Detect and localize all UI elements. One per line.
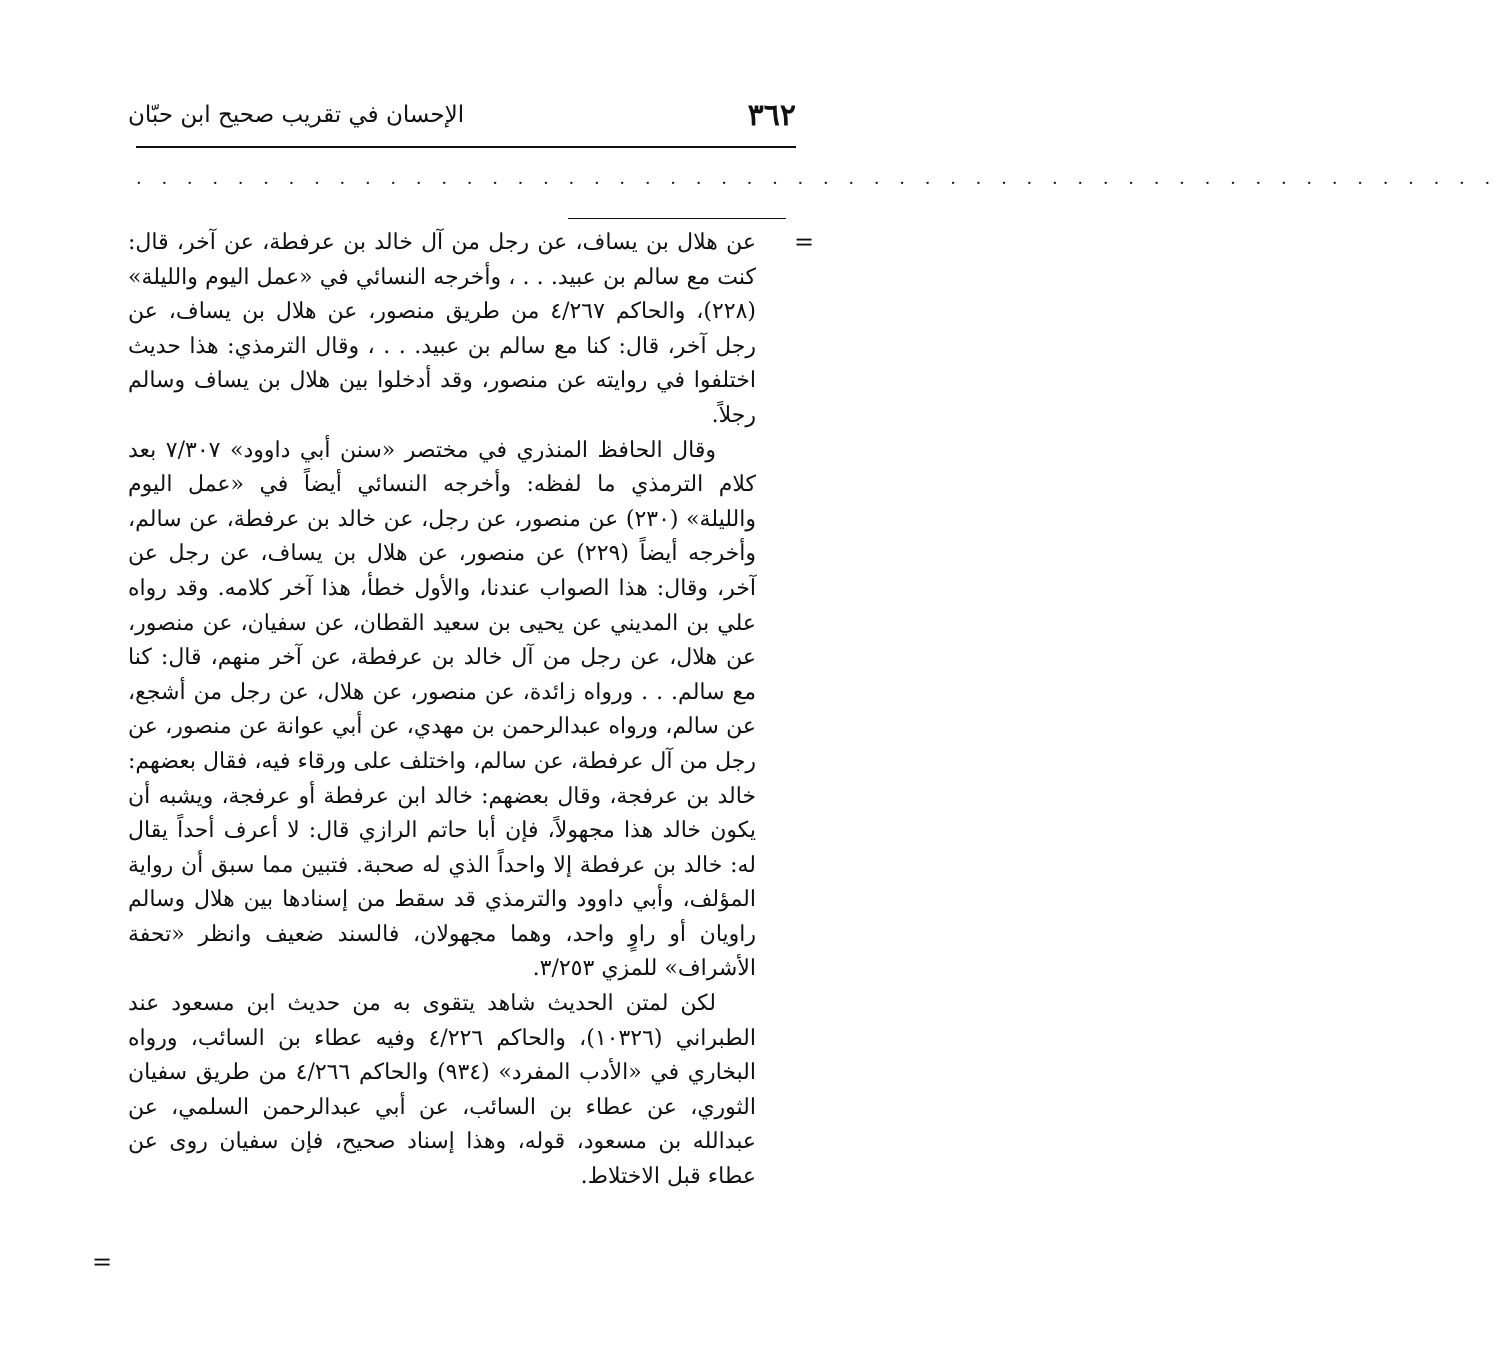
page-header (128, 96, 796, 140)
footnote-body (128, 226, 756, 1195)
page-number: ٣٦٢ (747, 98, 796, 133)
running-title: الإحسان في تقريب صحيح ابن حبّان (128, 102, 465, 128)
continuation-mark-bottom: = (92, 1248, 113, 1276)
footnote-rule (568, 218, 786, 219)
paragraph-1: عن هلال بن يساف، عن رجل من آل خالد بن عرفطة، عن آخر، قال: كنت مع سالم بن عبيد. . . ، وأخرجه النسائي في «عمل اليوم والليلة» (٢٢٨)، والحاكم ٤/٢٦٧ من طريق منصور، عن هلال بن يساف، عن رجل آخر، قال: كنا مع سالم بن عبيد. . . ، وقال الترمذي: هذا حديث اختلفوا في روايته عن منصور، وقد أدخلوا بين هلال بن يساف وسالم رجلاً. (128, 230, 756, 428)
paragraph-2: وقال الحافظ المنذري في مختصر «سنن أبي داوود» ٧/٣٠٧ بعد كلام الترمذي ما لفظه: وأخرجه النسائي أيضاً في «عمل اليوم والليلة» (٢٣٠) عن منصور، عن رجل، عن خالد بن عرفطة، عن سالم، وأخرجه أيضاً (٢٢٩) عن منصور، عن هلال بن يساف، عن رجل عن آخر، وقال: هذا الصواب عندنا، والأول خطأ، هذا آخر كلامه. وقد رواه علي بن المديني عن يحيى بن سعيد القطان، عن سفيان، عن منصور، عن هلال، عن رجل من آل خالد بن عرفطة، عن آخر منهم، قال: كنا مع سالم. . . ورواه زائدة، عن منصور، عن هلال، عن رجل من أشجع، عن سالم، ورواه عبدالرحمن بن مهدي، عن أبي عوانة عن منصور، عن رجل من آل عرفطة، عن سالم، واختلف على ورقاء فيه، فقال بعضهم: خالد بن عرفجة، وقال بعضهم: خالد ابن عرفطة أو عرفجة، ويشبه أن يكون خالد هذا مجهولاً، فإن أبا حاتم الرازي قال: لا أعرف أحداً يقال له: خالد بن عرفطة إلا واحداً الذي له صحبة. فتبين مما سبق أن رواية المؤلف، وأبي داوود والترمذي قد سقط من إسنادها بين هلال وسالم راويان أو راوٍ واحد، وهما مجهولان، فالسند ضعيف وانظر «تحفة الأشراف» للمزي ٣/٢٥٣. (128, 437, 756, 982)
dotted-separator: · · · · · · · · · · · · · · · · · · · · · · · · · · · · · · · · · · · · · · · · · · · · · · · · · · · · · · (136, 173, 1497, 194)
paragraph-3: لكن لمتن الحديث شاهد يتقوى به من حديث ابن مسعود عند الطبراني (١٠٣٢٦)، والحاكم ٤/٢٢٦ وفيه عطاء بن السائب، ورواه البخاري في «الأدب المفرد» (٩٣٤) والحاكم ٤/٢٦٦ من طريق سفيان الثوري، عن عطاء بن السائب، عن أبي عبدالرحمن السلمي، عن عبدالله بن مسعود، قوله، وهذا إسناد صحيح، فإن سفيان روى عن عطاء قبل الاختلاط. (128, 991, 756, 1190)
header-rule (136, 146, 796, 148)
continuation-mark-top: = (794, 228, 815, 256)
